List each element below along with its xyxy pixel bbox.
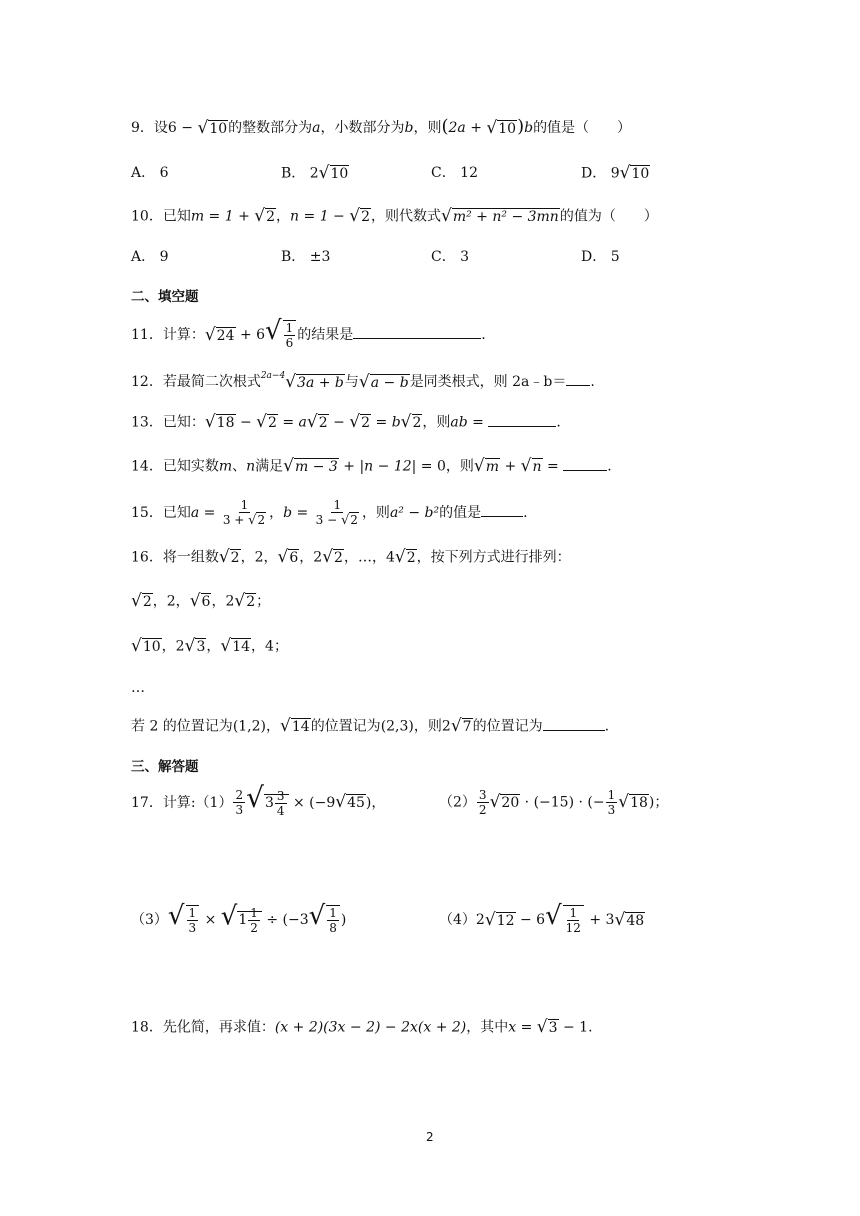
question-number: 16． — [131, 549, 163, 566]
q11-end: . — [481, 327, 486, 343]
radical-index: 2a−4 — [260, 371, 286, 381]
q14-end: . — [607, 458, 612, 475]
q12-text-a: 若最简二次根式 — [162, 374, 261, 390]
question-number: 9． — [131, 120, 154, 136]
q14-text-a: 已知实数 — [162, 458, 219, 475]
question-10 — [131, 206, 658, 227]
q14-text-c: ，则 — [445, 458, 474, 475]
q12-text-b: 与 — [344, 374, 359, 390]
seq-text: ，2， — [240, 549, 278, 566]
question-12 — [131, 366, 595, 393]
q9-expr-c: b — [524, 120, 534, 136]
question-13 — [131, 412, 561, 433]
radical: √2 — [306, 412, 328, 432]
q9-expr-b: 2a + — [448, 120, 487, 136]
q16-row-2: √10，2√3，√14，4； — [131, 636, 288, 656]
q14-eq0: = 0 — [416, 458, 446, 475]
q18-x-eq: x = — [508, 1019, 537, 1036]
q13-eq-a: = a — [277, 414, 307, 431]
q9-text-c: ，小数部分为 — [320, 120, 405, 136]
q9-expr-a: 6 − — [167, 120, 198, 136]
question-18: 18．先化简，再求值：(x + 2)(3x − 2) − 2x(x + 2)，其中x = √3 − 1. — [131, 1017, 593, 1037]
radical: √18 — [204, 412, 235, 432]
question-number: 11． — [131, 327, 163, 343]
option-d: D． 5 — [581, 249, 620, 265]
q12-end: . — [590, 374, 595, 390]
q10-sep: ， — [276, 208, 291, 225]
answer-blank[interactable] — [353, 326, 481, 339]
question-16: 16．将一组数√2，2，√6，2√2，…，4√2，按下列方式进行排列： — [131, 547, 571, 567]
q16-row-1: √2，2，√6，2√2； — [131, 591, 271, 611]
question-17-part-1: 17．计算:（1） $\frac{2}{3}$ √3 $\frac{3}{4}$ × (−9√45)， — [131, 781, 386, 818]
q9-text-b: 的整数部分为 — [228, 120, 313, 136]
fraction: $\frac{1}{3 - √2}$ — [315, 498, 358, 528]
q9-text-a: 设 — [153, 120, 168, 136]
question-11 — [131, 316, 486, 350]
q13-text-b: ，则 — [422, 414, 451, 431]
question-14: 14．已知实数m、n满足√m − 3 + |n − 12| = 0，则√m + √n = . — [131, 456, 612, 476]
option-b: B． ±3 — [281, 249, 331, 265]
question-number: 15． — [131, 505, 163, 521]
question-17-part-2: （2） $\frac{3}{2}$ √20 · (−15) · (− $\frac{1}{3}$ √18)； — [439, 788, 669, 817]
q15-expr: a² − b² — [389, 505, 440, 521]
option-c: C． 3 — [431, 249, 470, 265]
question-number: 14． — [131, 458, 163, 475]
question-number: 13． — [131, 414, 163, 431]
fraction: $\frac{1}{3 + √2}$ — [222, 498, 266, 528]
q9-text-e: 的值是（ ） — [533, 120, 632, 136]
section-heading-fill-in: 二、填空题 — [131, 289, 199, 305]
seq-text: ，2 — [299, 549, 323, 566]
q16-text-b: ，按下列方式进行排列： — [416, 549, 571, 566]
q13-end: . — [556, 414, 561, 431]
answer-blank[interactable] — [566, 373, 590, 386]
q17-text-a: 计算:（1） — [162, 794, 233, 811]
q16-text-a: 将一组数 — [162, 549, 219, 566]
question-17-part-4: （4）2√12 − 6√ $\frac{1}{12}$ + 3√48 — [439, 901, 645, 935]
answer-blank[interactable] — [488, 414, 556, 427]
question-number: 10． — [131, 208, 163, 225]
q11-text-a: 计算： — [162, 327, 205, 343]
section-heading-solve: 三、解答题 — [131, 759, 199, 775]
question-17-part-3: （3）√ $\frac{1}{3}$ × √1 $\frac{1}{2}$ ÷ (−3√ $\frac{1}{8}$ ) — [131, 901, 347, 935]
q14-comma: 、 — [232, 458, 247, 475]
abs-value: n − 12 — [364, 458, 412, 475]
q10-expr-m: m = 1 + — [190, 208, 255, 225]
q14-eq: = — [542, 458, 564, 475]
q13-ab: ab — [450, 414, 468, 431]
q13-eq-b: = b — [371, 414, 401, 431]
answer-blank[interactable] — [481, 504, 523, 517]
var-m: m — [218, 458, 233, 475]
question-15 — [131, 498, 528, 528]
q15-a-eq: a = — [190, 505, 220, 521]
q14-text-b: 满足 — [255, 458, 284, 475]
option-b: B． 2√10 — [281, 163, 349, 183]
radical: √24 — [204, 324, 235, 345]
radical: √2 — [256, 412, 277, 432]
q13-minus2: − — [328, 414, 350, 431]
q11-text-b: 的结果是 — [297, 327, 354, 343]
radical: √2 — [349, 412, 371, 432]
question-9: 9．设6 − √10的整数部分为a，小数部分为b，则(2a + √10)b的值是（ ） — [131, 116, 632, 138]
radical: √ $\frac{1}{6}$ — [265, 320, 297, 350]
option-a: A． 9 — [131, 249, 169, 265]
radical: √2 — [349, 206, 370, 226]
page-number: 2 — [426, 1130, 434, 1144]
question-number: 12． — [131, 374, 163, 390]
q15-text-c: 的值是 — [439, 505, 482, 521]
q15-text-b: ，则 — [361, 505, 390, 521]
answer-blank[interactable] — [543, 718, 605, 731]
q18-text-b: ，其中 — [466, 1019, 509, 1036]
q15-end: . — [523, 505, 528, 521]
q16-ellipsis: … — [131, 680, 145, 696]
radical: √a − b — [358, 371, 409, 392]
q9-text-d: ，则 — [413, 120, 442, 136]
radical: √m — [473, 456, 500, 476]
radical: √m² + n² − 3mn — [441, 206, 559, 226]
q10-text-a: 已知 — [162, 208, 191, 225]
q10-expr-n: n = 1 − — [290, 208, 350, 225]
q10-text-b: ，则代数式 — [371, 208, 441, 225]
q15-sep: ， — [269, 505, 284, 521]
q18-expr: (x + 2)(3x − 2) − 2x(x + 2) — [274, 1019, 467, 1036]
var-a: a — [312, 120, 321, 136]
q15-text-a: 已知 — [162, 505, 191, 521]
q16-last-line: 若 2 的位置记为(1,2)，√14的位置记为(2,3)，则2√7的位置记为 . — [131, 716, 610, 736]
radical: √n — [520, 456, 542, 476]
answer-blank[interactable] — [563, 458, 607, 471]
radical: √3a + b — [285, 371, 344, 392]
q13-eq: = — [467, 414, 489, 431]
q11-plus: + 6 — [235, 327, 266, 343]
var-b: b — [404, 120, 414, 136]
option-a: A． 6 — [131, 165, 169, 181]
option-d: D． 9√10 — [581, 163, 650, 183]
q13-minus: − — [235, 414, 257, 431]
question-number: 18． — [131, 1019, 163, 1036]
radical: √10 — [486, 117, 517, 138]
q15-b-eq: b = — [283, 505, 313, 521]
q12-text-c: 是同类根式，则 2a﹣b＝ — [409, 374, 567, 390]
var-n: n — [246, 458, 256, 475]
radical: √2 — [400, 412, 422, 432]
radical: √10 — [197, 117, 228, 138]
q18-text-a: 先化简，再求值： — [162, 1019, 275, 1036]
radical: √2 — [254, 206, 276, 226]
radical: √m − 3 — [283, 456, 338, 476]
question-number: 17． — [131, 794, 163, 811]
option-c: C． 12 — [431, 165, 478, 181]
q10-text-c: 的值为（ ） — [559, 208, 658, 225]
q13-text-a: 已知： — [162, 414, 205, 431]
seq-text: ，…，4 — [343, 549, 395, 566]
